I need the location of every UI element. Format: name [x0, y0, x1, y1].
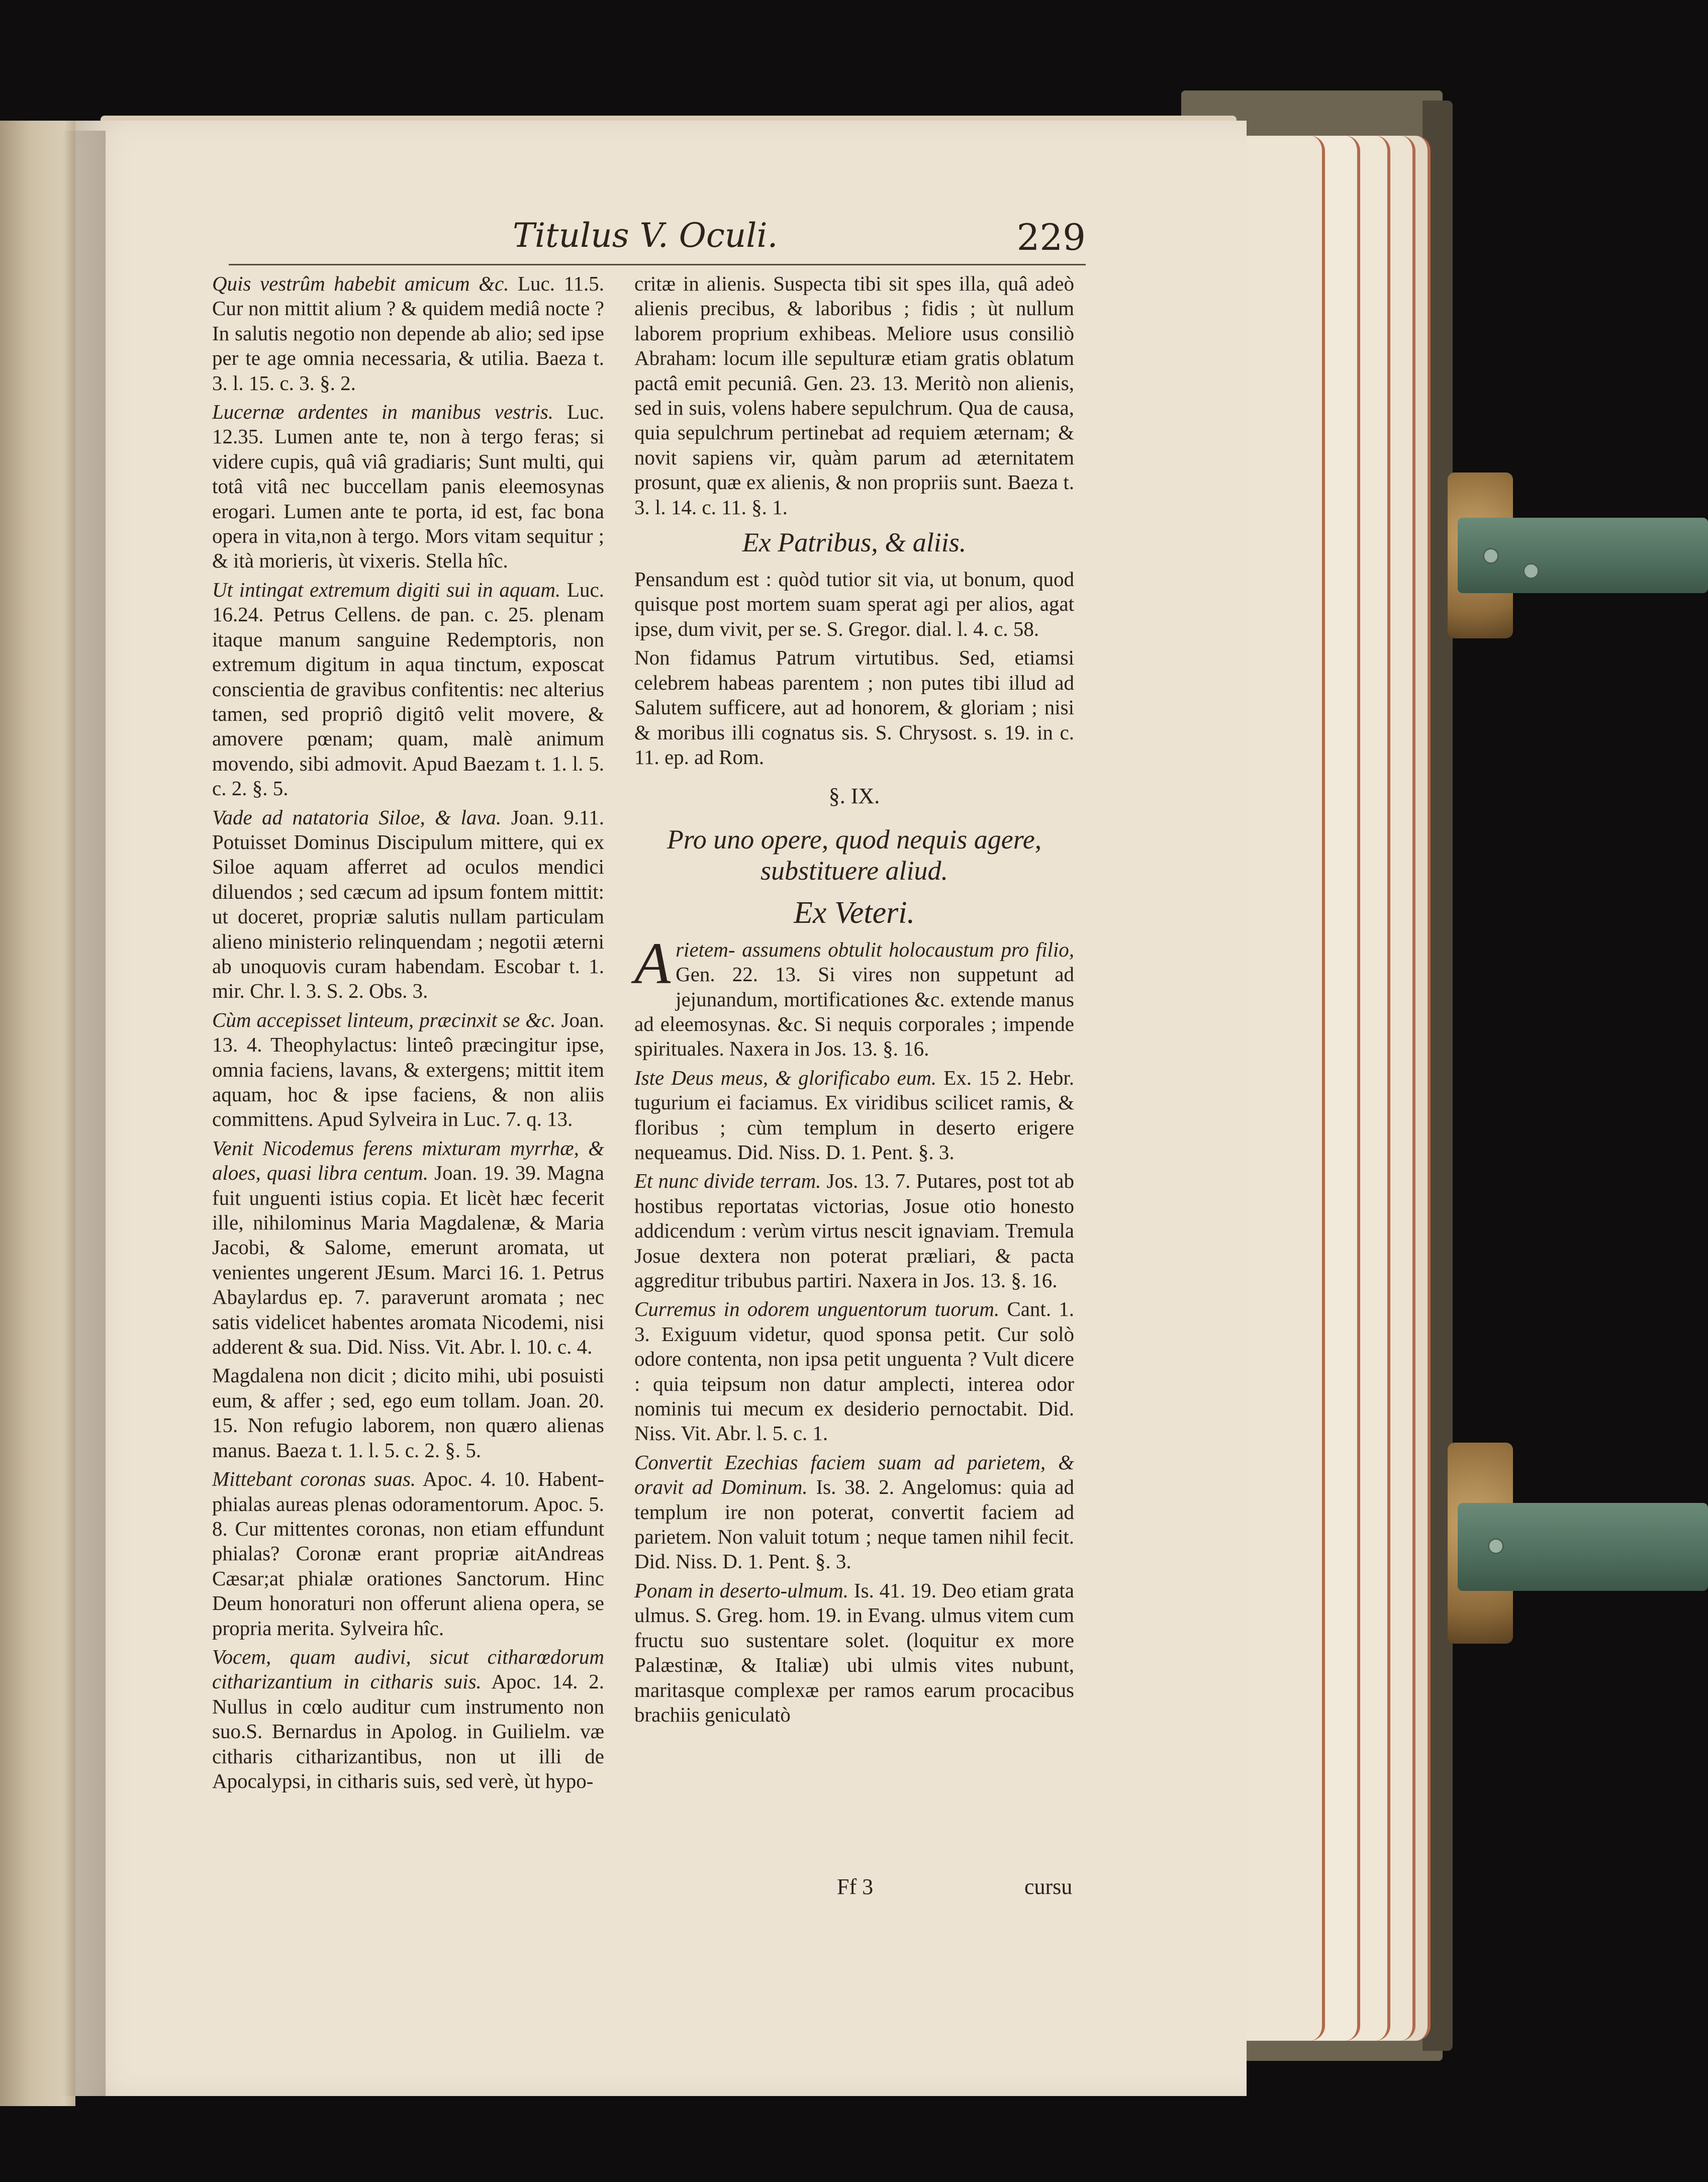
paragraph	[212, 271, 604, 396]
paragraph	[634, 1578, 1074, 1727]
subsection-heading: Ex Veteri.	[793, 895, 915, 930]
paragraph	[212, 578, 604, 801]
paragraph	[634, 1066, 1074, 1165]
paragraph	[212, 1467, 604, 1641]
commentary: Jos. 13. 7. Putares, post tot ab hostibus reportatas victorias, Josue otio honesto addicendum : verùm virtus nescit ignaviam. Tremula Josue dextera non poterat præliari, & pacta aggreditur tribubus partiri. Naxera in Jos. 13. §. 16.	[634, 1169, 1074, 1292]
lemma: Vade ad natatoria Siloe, & lava.	[212, 805, 502, 829]
paragraph: Non fidamus Patrum virtutibus. Sed, etiamsi celebrem habeas parentem ; non putes tibi illud ad Salutem sufficere, aut ad honorem, & gloriam ; nisi & moribus illi cognatus sis. S. Chrysost. s. 19. in c. 11. ep. ad Rom.	[634, 646, 1074, 769]
commentary: Luc. 16.24. Petrus Cellens. de pan. c. 25. plenam itaque manum sanguine Redemptoris, non extremum digitum in aqua tinctum, exposcat conscientia de gravibus confitentis: nec alterius tamen, sed propriô digitô velit movere, & amovere pœnam; quam, malè animum movendo, sibi admovit. Apud Baezam t. 1. l. 5. c. 2. §. 5.	[212, 578, 604, 800]
lemma: Vocem, quam audivi, sicut citharœdorum citharizantium in citharis suis.	[212, 1645, 604, 1693]
lemma: Ponam in deserto-ulmum.	[634, 1578, 849, 1602]
commentary: Joan. 9.11. Potuisset Dominus Discipulum mittere, qui ex Siloe aquam afferret ad oculos mendici diluendos ; sed cæcum ad ipsum fontem mittit: ut doceret, propriæ salutis nullam particulam alieno ministerio relinquendam ; negotii æterni ab unoquovis curam habendam. Escobar t. 1. mir. Chr. l. 3. S. 2. Obs. 3.	[212, 805, 604, 1003]
lemma: Venit Nicodemus ferens mixturam myrrhæ, & aloes, quasi libra centum.	[212, 1136, 604, 1185]
lemma: Et nunc divide terram.	[634, 1169, 821, 1193]
commentary: Is. 41. 19. Deo etiam grata ulmus. S. Greg. hom. 19. in Evang. ulmus vitem cum fructu suo sustentare solet. (loquitur ex more Palæstinæ, & Italiæ) ubi ulmis vites nubunt, maritasque complexæ per ramos earum procacibus brachiis geniculatò	[634, 1578, 1074, 1726]
left-text-column	[212, 271, 604, 1797]
paragraph	[212, 1645, 604, 1793]
right-text-column	[634, 271, 1074, 1731]
rivet-icon	[1523, 563, 1539, 579]
commentary: Joan. 13. 4. Theophylactus: linteô præcingitur ipse, omnia faciens, lavans, & extergens; mittit item aquam, hoc & ipse faciens, & non aliis committens. Apud Sylveira in Luc. 7. q. 13.	[212, 1008, 604, 1131]
commentary: Luc. 11.5. Cur non mittit alium ? & quidem mediâ nocte ? In salutis negotio non depende ab alio; sed ipse per te age omnia necessaria, & utilia. Baeza t. 3. l. 15. c. 3. §. 2.	[212, 272, 604, 395]
paragraph: Pensandum est : quòd tutior sit via, ut bonum, quod quisque post mortem suam sperat agi per alios, agat ipse, dum vivit, per se. S. Gregor. dial. l. 4. c. 58.	[634, 567, 1074, 640]
page-header	[513, 216, 1086, 261]
paragraph	[212, 1136, 604, 1360]
paragraph	[634, 930, 1074, 1062]
rivet-icon	[1488, 1538, 1504, 1554]
lemma: Convertit Ezechias faciem suam ad parietem, & oravit ad Dominum.	[634, 1450, 1074, 1499]
paragraph	[634, 1169, 1074, 1293]
commentary: Apoc. 4. 10. Habent-phialas aureas plenas odoramentorum. Apoc. 5. 8. Cur mittentes coronas, non etiam effundunt phialas? Coronæ erant propriæ aitAndreas Cæsar;at phialæ orationes Sanctorum. Hinc Deum honoraturi non offerunt aliena opera, se propria merita. Sylveira hîc.	[212, 1467, 605, 1640]
page-number: 229	[1016, 216, 1086, 258]
commentary: Magdalena non dicit ; dicito mihi, ubi posuisti eum, & affer ; sed, ego eum tollam. Joan. 20. 15. Non refugio laborem, non quæro alienas manus. Baeza t. 1. l. 5. c. 2. §. 5.	[212, 1364, 604, 1462]
commentary: Gen. 22. 13. Si vires non suppetunt ad jejunandum, mortificationes &c. extende manus ad eleemosynas. &c. Si nequis corporales ; impende spirituales. Naxera in Jos. 13. §. 16.	[634, 963, 1074, 1061]
commentary: Is. 38. 2. Angelomus: quia ad templum ire non poterat, convertit faciem ad parietem. Non valuit totum ; neque tamen nihil fecit. Did. Niss. D. 1. Pent. §. 3.	[634, 1475, 1075, 1573]
section-title: Pro uno opere, quod nequis agere, substituere aliud.	[667, 824, 1042, 886]
commentary: Joan. 19. 39. Magna fuit unguenti istius copia. Et licèt hæc fecerit ille, nihilominus Maria Magdalenæ, & Maria Jacobi, & Salome, emerunt aromata, ut venientes ungerent JEsum. Marci 16. 1. Petrus Abaylardus ep. 7. paraverunt aromata ; nec satis videlicet habentes aromata Nicodemi, nisi adderent & sua. Did. Niss. Vit. Abr. l. 10. c. 4.	[212, 1161, 604, 1359]
lemma: Lucernæ ardentes in manibus vestris.	[212, 400, 554, 424]
lemma: Curremus in odorem unguentorum tuorum.	[634, 1297, 1000, 1321]
paragraph	[212, 400, 604, 574]
lemma: Mittebant coronas suas.	[212, 1467, 416, 1491]
lemma: Iste Deus meus, & glorificabo eum.	[634, 1066, 937, 1089]
commentary: Luc. 12.35. Lumen ante te, non à tergo feras; si videre cupis, quâ viâ gradiaris; Sunt multi, qui totâ vitâ nec buccellam panis eleemosynas erogari. Lumen ante te porta, id est, fac bona opera in vita,non à tergo. Mors vitam sequitur ; & ità morieris, ùt vixeris. Stella hîc.	[212, 400, 604, 573]
drop-capital: A	[634, 930, 671, 996]
catchword: cursu	[1024, 1874, 1073, 1899]
paragraph	[634, 1297, 1074, 1446]
commentary: Cant. 1. 3. Exiguum videtur, quod sponsa petit. Cur solò odore contenta, non ipsa petit unguenta ? Vult dicere : quia teipsum non datur amplecti, interea odor nominis tui mecum ex desiderio pernoctabit. Did. Niss. Vit. Abr. l. 5. c. 1.	[634, 1297, 1074, 1445]
paragraph: critæ in alienis. Suspecta tibi sit spes illa, quâ adeò alienis precibus, & laboribus ; fidis ; ùt nullum laborem proprium exhibeas. Meliore usus consiliò Abraham: locum ille sepulturæ etiam gratis oblatum pactâ emit pecuniâ. Gen. 23. 13. Meritò non alienis, sed in suis, volens habere sepulchrum. Qua de causa, quia sepulchrum pertinebat ad requiem æternam; & novit sapiens vir, quàm parum ad æternitatem prosunt, quæ ex alienis, & non propriis sunt. Baeza t. 3. l. 14. c. 11. §. 1.	[634, 272, 1074, 519]
rivet-icon	[1483, 548, 1499, 564]
paragraph	[212, 1363, 604, 1463]
running-title: Titulus V. Oculi.	[513, 216, 778, 255]
paragraph	[212, 1008, 604, 1132]
lemma: Quis vestrûm habebit amicum &c.	[212, 272, 509, 295]
paragraph	[212, 805, 604, 1004]
section-heading: Ex Patribus, & aliis.	[742, 527, 967, 558]
paragraph	[634, 1450, 1074, 1574]
commentary: Ex. 15 2. Hebr. tugurium ei faciamus. Ex viridibus scilicet ramis, & floribus ; cùm templum in deserto erigere nequeamus. Did. Niss. D. 1. Pent. §. 3.	[634, 1066, 1074, 1164]
entries-list	[634, 930, 1075, 1728]
lemma: Ut intingat extremum digiti sui in aquam.	[212, 578, 561, 601]
lemma: Cùm accepisset linteum, præcinxit se &c.	[212, 1008, 556, 1031]
gutter-shadow	[60, 131, 106, 2096]
signature-mark: Ff 3	[837, 1874, 874, 1899]
lemma: rietem- assumens obtulit holocaustum pro filio,	[676, 937, 1074, 961]
header-rule	[229, 264, 1086, 265]
commentary: Apoc. 14. 2. Nullus in cœlo auditur cum instrumento non suo.S. Bernardus in Apolog. in Guilielm. væ citharis citharizantibus, non ut illi de Apocalypsi, in citharis suis, sed verè, ùt hypo-	[212, 1670, 605, 1792]
section-number: §. IX.	[828, 784, 880, 809]
